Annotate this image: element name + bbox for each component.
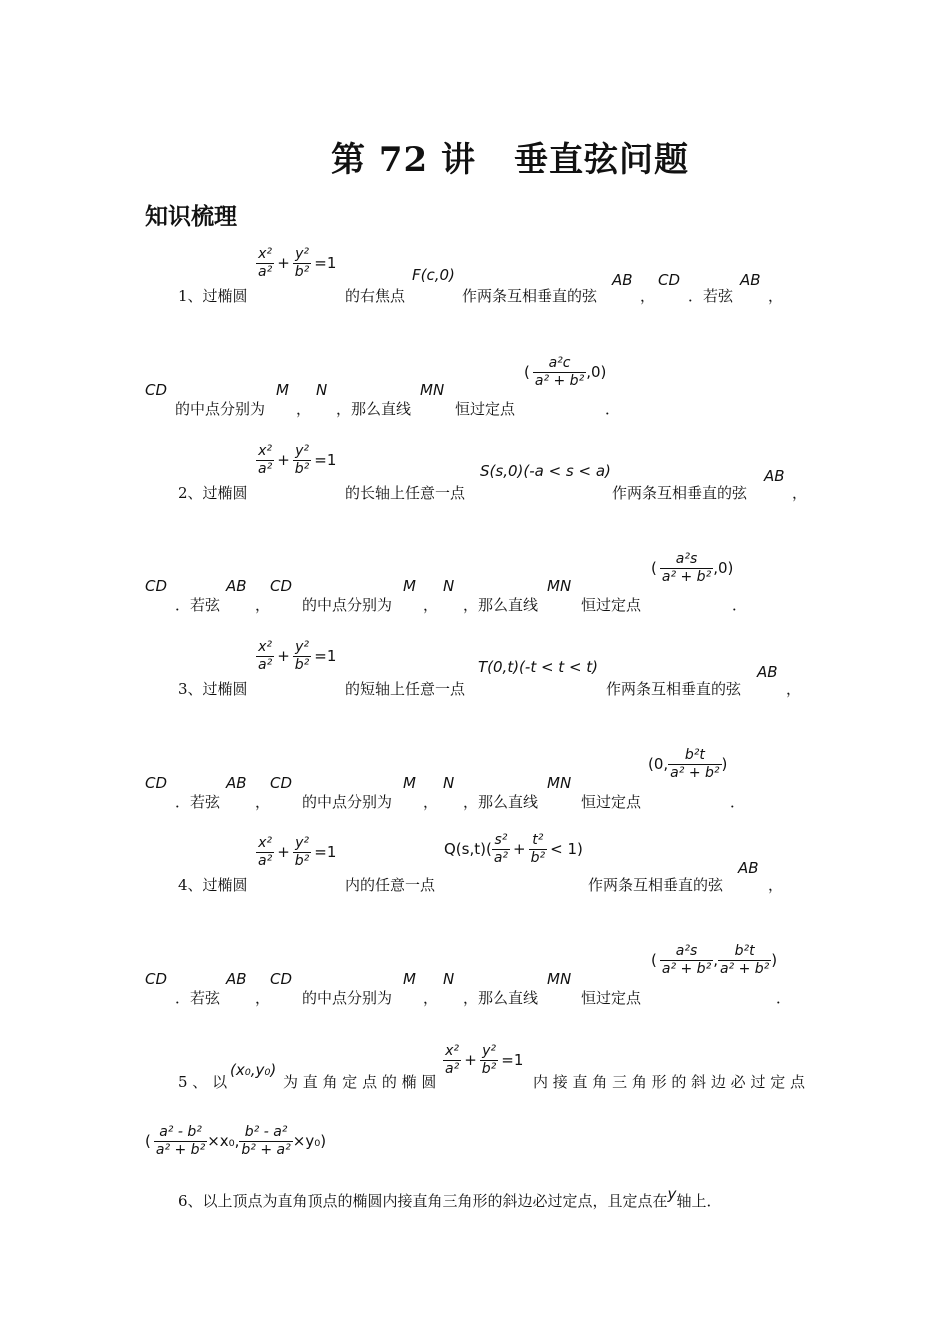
item3-comma-2: ， [255, 793, 271, 811]
item1-comma: ， [640, 287, 656, 305]
item3-fixed-point: (0, $\frac{\text{b²t}}{\text{a² + b²}}$ ) [648, 747, 728, 781]
item3-end: ． [730, 793, 746, 811]
item5-text2: 内 接 直 角 三 角 形 的 斜 边 必 过 定 点 [533, 1073, 805, 1091]
item2-prefix: 2、过椭圆 [178, 484, 248, 502]
item1-comma-3: ， [296, 400, 312, 418]
item3-comma: ， [786, 680, 802, 698]
item4-midpoint-m: M [403, 970, 416, 988]
item5-text1: 为 直 角 定 点 的 椭 圆 [283, 1073, 437, 1091]
item3-midpoint-m: M [403, 774, 416, 792]
item2-midpoint-m: M [403, 577, 416, 595]
item1-text1: 的右焦点 [345, 287, 406, 305]
item1-text5: ，那么直线 [336, 400, 412, 418]
item2-point-s: S(s,0)(-a < s < a) [480, 462, 611, 480]
item1-line-mn: MN [420, 381, 445, 399]
item1-comma-2: ， [768, 287, 784, 305]
item5-fixed-point: ( $\frac{\text{a² - b²}}{\text{a² + b²}}$ ×x₀, $\frac{\text{b² - a²}}{\text{b² + a²}}$ ×y₀) [145, 1124, 327, 1158]
item1-chord-cd: CD [658, 271, 681, 289]
item6-var-y: y [667, 1185, 677, 1203]
item4-comma-2: ， [255, 989, 271, 1007]
item1-text2: 作两条互相垂直的弦 [462, 287, 598, 305]
item5-prefix: 5 、 以 [178, 1073, 228, 1091]
item6-text: 6、以上顶点为直角顶点的椭圆内接直角三角形的斜边必过定点，且定点在y轴上． [178, 1185, 722, 1210]
item1-prefix: 1、过椭圆 [178, 287, 248, 305]
item2-text3: ．若弦 [175, 596, 221, 614]
ellipse-equation-3: $\frac{\text{x²}}{\text{a²}}$ + $\frac{\text{y²}}{\text{b²}}$ =1 [258, 639, 337, 673]
item3-point-t: T(0,t)(-t < t < t) [478, 658, 599, 676]
item5-vertex: (x₀,y₀) [230, 1061, 277, 1079]
item1-text3: ．若弦 [688, 287, 734, 305]
item1-midpoint-n: N [316, 381, 328, 399]
item3-chord-ab: AB [757, 663, 778, 681]
item3-comma-3: ， [423, 793, 439, 811]
item2-end: ． [732, 596, 748, 614]
item4-midpoint-n: N [443, 970, 455, 988]
item2-comma-3: ， [423, 596, 439, 614]
item2-chord-cd-2: CD [270, 577, 293, 595]
ellipse-equation-5: $\frac{\text{x²}}{\text{a²}}$ + $\frac{\text{y²}}{\text{b²}}$ =1 [445, 1043, 524, 1077]
item2-comma: ， [792, 484, 808, 502]
item1-chord-ab: AB [612, 271, 633, 289]
item2-fixed-point: ( $\frac{\text{a²s}}{\text{a² + b²}}$ ,0) [651, 551, 734, 585]
item4-text2: 作两条互相垂直的弦 [588, 876, 724, 894]
item2-text2: 作两条互相垂直的弦 [612, 484, 748, 502]
item4-text4: 的中点分别为 [302, 989, 393, 1007]
item4-line-mn: MN [547, 970, 572, 988]
item4-point-q: Q(s,t)( $\frac{\text{s²}}{\text{a²}}$ + $\frac{\text{t²}}{\text{b²}}$ < 1) [444, 832, 583, 866]
item3-text6: 恒过定点 [581, 793, 642, 811]
item1-text4: 的中点分别为 [175, 400, 266, 418]
item3-text1: 的短轴上任意一点 [345, 680, 466, 698]
item1-end: ． [605, 400, 621, 418]
item3-text5: ，那么直线 [463, 793, 539, 811]
item3-chord-cd: CD [145, 774, 168, 792]
item2-chord-ab-2: AB [226, 577, 247, 595]
item4-text6: 恒过定点 [581, 989, 642, 1007]
item1-chord-cd-2: CD [145, 381, 168, 399]
item4-text5: ，那么直线 [463, 989, 539, 1007]
item4-text3: ．若弦 [175, 989, 221, 1007]
ellipse-equation-1: $\frac{\text{x²}}{\text{a²}}$ + $\frac{\text{y²}}{\text{b²}}$ =1 [258, 246, 337, 280]
title-lecture: 第 72 讲 [331, 140, 476, 180]
item1-focus-point: F(c,0) [412, 266, 455, 284]
ellipse-equation-2: $\frac{\text{x²}}{\text{a²}}$ + $\frac{\text{y²}}{\text{b²}}$ =1 [258, 443, 337, 477]
item4-fixed-point: ( $\frac{\text{a²s}}{\text{a² + b²}}$ , $\frac{\text{b²t}}{\text{a² + b²}}$ ) [651, 943, 778, 977]
item2-text6: 恒过定点 [581, 596, 642, 614]
item2-text1: 的长轴上任意一点 [345, 484, 466, 502]
item4-prefix: 4、过椭圆 [178, 876, 248, 894]
title-topic: 垂直弦问题 [514, 140, 689, 180]
item3-midpoint-n: N [443, 774, 455, 792]
item2-midpoint-n: N [443, 577, 455, 595]
item3-prefix: 3、过椭圆 [178, 680, 248, 698]
item1-chord-ab-2: AB [740, 271, 761, 289]
item4-chord-ab: AB [738, 859, 759, 877]
item1-midpoint-m: M [276, 381, 289, 399]
item2-comma-2: ， [255, 596, 271, 614]
section-heading: 知识梳理 [145, 203, 237, 230]
item2-text5: ，那么直线 [463, 596, 539, 614]
item3-chord-ab-2: AB [226, 774, 247, 792]
item4-comma: ， [768, 876, 784, 894]
item2-chord-cd: CD [145, 577, 168, 595]
item3-line-mn: MN [547, 774, 572, 792]
item2-chord-ab: AB [764, 467, 785, 485]
item1-fixed-point: ( $\frac{\text{a²c}}{\text{a² + b²}}$ ,0) [524, 355, 607, 389]
item2-text4: 的中点分别为 [302, 596, 393, 614]
item1-text6: 恒过定点 [455, 400, 516, 418]
item4-text1: 内的任意一点 [345, 876, 436, 894]
item3-text3: ．若弦 [175, 793, 221, 811]
item2-line-mn: MN [547, 577, 572, 595]
item4-end: ． [776, 989, 792, 1007]
item4-comma-3: ， [423, 989, 439, 1007]
ellipse-equation-4: $\frac{\text{x²}}{\text{a²}}$ + $\frac{\text{y²}}{\text{b²}}$ =1 [258, 835, 337, 869]
page-title [0, 132, 950, 181]
item4-chord-cd-2: CD [270, 970, 293, 988]
item3-text4: 的中点分别为 [302, 793, 393, 811]
item4-chord-cd: CD [145, 970, 168, 988]
item3-text2: 作两条互相垂直的弦 [606, 680, 742, 698]
item3-chord-cd-2: CD [270, 774, 293, 792]
item4-chord-ab-2: AB [226, 970, 247, 988]
